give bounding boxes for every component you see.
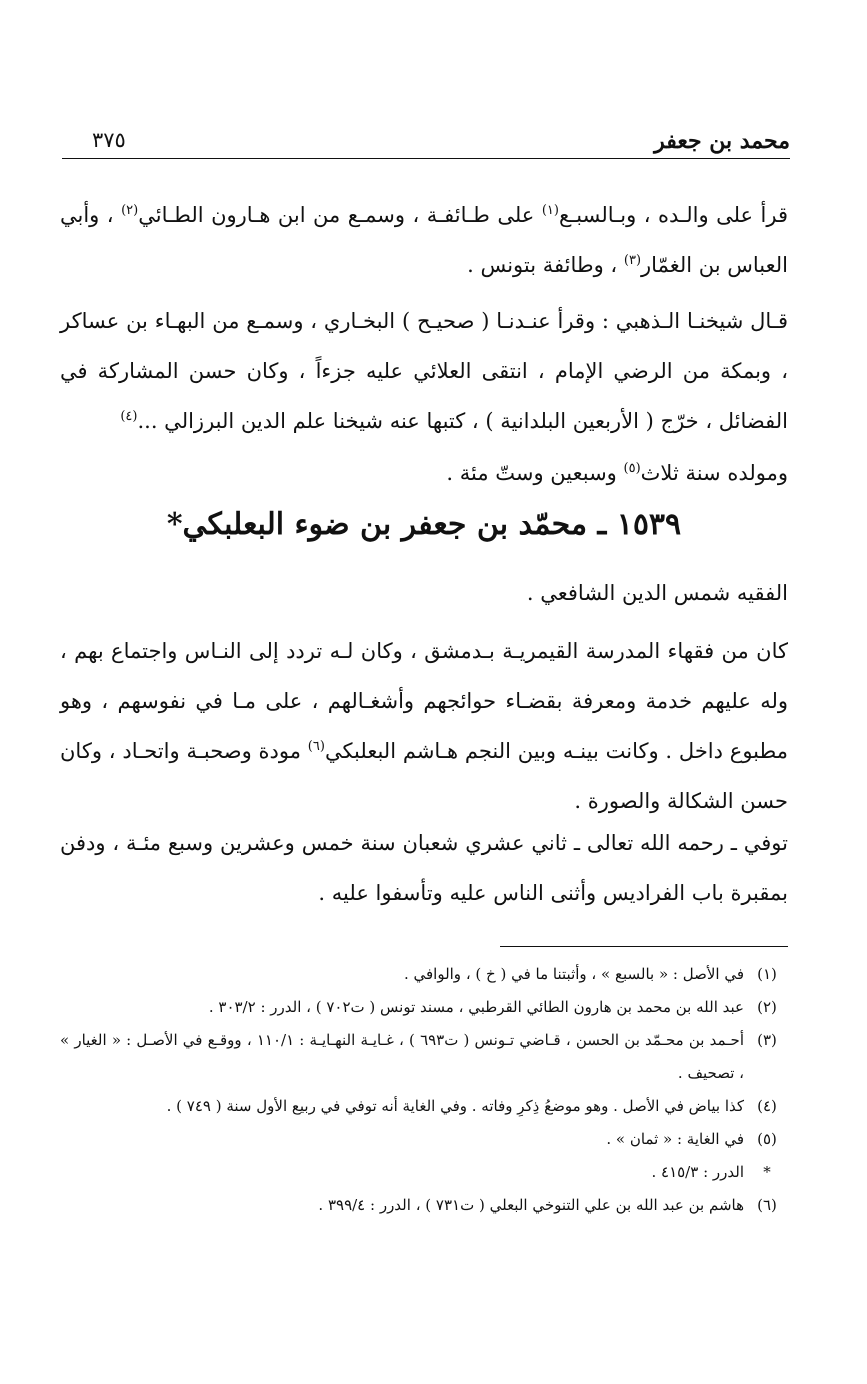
footnote-text: في الأصل : « بالسبع » ، وأثبتنا ما في ( خ ) ، والوافي . (403, 965, 744, 983)
footnote-marker: (١) (757, 965, 777, 983)
footnote-marker: * (763, 1163, 771, 1181)
running-header (62, 128, 790, 159)
footnote-text: أحـمد بن محـمّد بن الحسن ، قـاضي تـونس ( ت٦٩٣ ) ، غـايـة النهـايـة : ١١٠/١ ، ووقـع في الأصـل : « الغيار » ، تصحيف . (60, 1031, 744, 1082)
paragraph-4: الفقيه شمس الدين الشافعي . (526, 581, 788, 605)
paragraph-3 (60, 448, 788, 498)
footnote-item (60, 991, 790, 1024)
entry-heading: ١٥٣٩ ـ محمّد بن جعفر بن ضوء البعلبكي* (166, 507, 682, 542)
paragraph-2 (60, 296, 788, 446)
footnote-ref-6: (٦) (307, 739, 325, 754)
footnote-item (60, 1156, 790, 1189)
footnote-ref-1: (١) (541, 203, 559, 218)
page-number: ٣٧٥ (92, 128, 126, 152)
footnote-marker: (٦) (757, 1196, 777, 1214)
paragraph-5 (60, 626, 788, 826)
text-segment: على طـائفـة ، وسمـع من ابن هـارون الطـائي (138, 203, 542, 227)
footnote-marker: (٣) (757, 1031, 777, 1049)
footnote-item (60, 1189, 790, 1222)
footnote-item (60, 958, 790, 991)
text-segment: وسبعين وستّ مئة . (446, 461, 624, 485)
running-title: محمد بن جعفر (654, 128, 790, 154)
footnote-item (60, 1123, 790, 1156)
footnote-marker: (٤) (757, 1097, 777, 1115)
footnote-text: هاشم بن عبد الله بن علي التنوخي البعلي ( ت٧٣١ ) ، الدرر : ٣٩٩/٤ . (318, 1196, 744, 1214)
paragraph-1 (60, 190, 788, 290)
paragraph-6: توفي ـ رحمه الله تعالى ـ ثاني عشري شعبان سنة خمس وعشرين وسبع مئـة ، ودفن بمقبرة باب الفراديس وأثنى الناس عليه وتأسفوا عليه . (60, 831, 788, 905)
footnote-ref-4: (٤) (120, 409, 138, 424)
text-segment: ، وطائفة بتونس . (467, 253, 624, 277)
footnotes (60, 958, 790, 1222)
footnote-item (60, 1090, 790, 1123)
footnote-ref-5: (٥) (623, 461, 641, 476)
footnote-marker: (٥) (757, 1130, 777, 1148)
footnote-ref-2: (٢) (121, 203, 139, 218)
text-segment: ، وأبي العباس بن الغمّار (60, 203, 788, 277)
footnote-item (60, 1024, 790, 1090)
footnote-marker: (٢) (757, 998, 777, 1016)
footnote-text: عبد الله بن محمد بن هارون الطائي القرطبي ، مسند تونس ( ت٧٠٢ ) ، الدرر : ٣٠٣/٢ . (208, 998, 744, 1016)
text-segment: كان من فقهاء المدرسة القيمريـة بـدمشق ، وكان لـه تردد إلى النـاس واجتماع بهم ، وله عليهم خدمة ومعرفة بقضـاء حوائجهم وأشغـالهم ، على مـا في نفوسهم ، وهو مطبوع داخل . وكانت بينـه وبين النجم هـاشم البعلبكي (60, 639, 788, 763)
text-segment: مودة وصحبـة واتحـاد ، وكان حسن الشكالة والصورة . (60, 739, 788, 813)
footnote-ref-3: (٣) (623, 253, 642, 268)
footnote-text: في الغاية : « ثمان » . (606, 1130, 744, 1148)
footnote-text: الدرر : ٤١٥/٣ . (651, 1163, 744, 1181)
text-segment: قرأ على والـده ، وبـالسبـع (558, 203, 789, 227)
footnote-text: كذا بياض في الأصل . وهو موضعُ ذِكرِ وفاته . وفي الغاية أنه توفي في ربيع الأول سنة ( ٧٤٩ ) . (166, 1097, 744, 1115)
text-segment: ومولده سنة ثلاث (640, 461, 788, 485)
footnote-separator (500, 946, 788, 947)
text-segment: قـال شيخنـا الـذهبي : وقرأ عنـدنـا ( صحيـح ) البخـاري ، وسمـع من البهـاء بن عساكر ، وبمكة من الرضي الإمام ، انتقى العلائي عليه جزءاً ، وكان حسن المشاركة في الفضائل ، خرّج ( الأربعين البلدانية ) ، كتبها عنه شيخنا علم الدين البرزالي ... (60, 309, 788, 433)
